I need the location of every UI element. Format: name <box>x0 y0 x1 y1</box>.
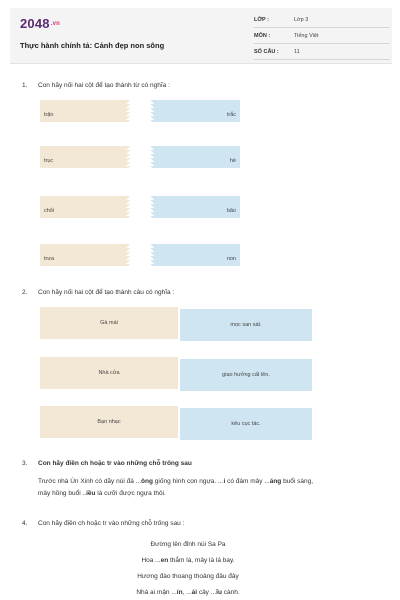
passage-text: giống hình con ngựa. ... <box>152 478 224 485</box>
meta-row-subject <box>254 30 390 44</box>
poem-line-4 <box>38 589 338 596</box>
question-number: 4. <box>22 520 28 527</box>
question-4 <box>22 520 184 527</box>
question-number: 2. <box>22 289 28 296</box>
q1-right-label: bão <box>226 208 236 214</box>
blank-answer[interactable]: ĩu <box>216 589 222 596</box>
q2-right-label: giao hưởng cất lên. <box>222 372 270 378</box>
q2-right-item[interactable] <box>180 408 312 440</box>
q1-left-label: trận <box>44 112 54 118</box>
q1-left-label: trục <box>44 158 54 164</box>
poem-line-3: Hương đào thoang thoảng đâu đây <box>137 573 239 580</box>
q2-left-item[interactable] <box>40 307 178 339</box>
question-number: 3. <box>22 460 28 467</box>
poem-text: cây ... <box>197 589 217 596</box>
passage-text: Trước nhà Ún Xinh có dãy núi đá ... <box>38 478 142 485</box>
meta-key: SỐ CÂU : <box>254 49 279 55</box>
poem-line-1: Đường lên đỉnh núi Sa Pa <box>150 541 226 548</box>
question-number: 1. <box>22 82 28 89</box>
meta-value: 11 <box>294 49 300 55</box>
poem-text: Nhà ai mận ... <box>136 589 177 596</box>
passage-text: buổi sáng, <box>281 478 314 485</box>
q1-right-item[interactable] <box>154 244 240 266</box>
q1-left-item[interactable] <box>40 100 126 122</box>
passage-text: mây hồng buổi .. <box>38 490 87 497</box>
meta-row-class <box>254 14 390 28</box>
blank-answer[interactable]: en <box>160 557 169 564</box>
question-text: Con hãy điền ch hoặc tr vào những chỗ trống sau : <box>38 520 185 527</box>
poem-text: thắm lá, mây là lá bay. <box>168 557 235 564</box>
q1-right-label: trắc <box>226 112 236 118</box>
q1-left-item[interactable] <box>40 196 126 218</box>
q2-right-item[interactable] <box>180 309 312 341</box>
meta-key: MÔN : <box>254 33 271 39</box>
q2-right-label: mọc san sát. <box>230 322 262 328</box>
q1-left-label: chổi <box>44 208 55 214</box>
blank-answer[interactable]: áng <box>269 478 282 485</box>
worksheet-title: Thực hành chính tả: Cảnh đẹp non sông <box>20 41 165 50</box>
q2-left-label: Gà mái <box>100 320 118 326</box>
logo-main: 2048 <box>20 16 50 31</box>
q1-right-label: hè <box>229 158 236 164</box>
q3-passage <box>38 476 378 500</box>
question-text: Con hãy điền ch hoặc tr vào những chỗ trống sau <box>38 460 192 467</box>
q1-right-item[interactable] <box>154 100 240 122</box>
passage-text: là cưỡi được ngựa thôi. <box>95 490 166 497</box>
poem-line-2 <box>38 557 338 564</box>
q1-right-item[interactable] <box>154 146 240 168</box>
meta-key: LỚP : <box>254 17 269 23</box>
poem-text: Hoa ... <box>141 557 161 564</box>
q2-left-label: Nhà cửa <box>98 370 120 376</box>
blank-answer[interactable]: i <box>223 478 226 485</box>
q2-right-item[interactable] <box>180 359 312 391</box>
q1-left-item[interactable] <box>40 146 126 168</box>
meta-row-count <box>254 46 390 60</box>
meta-value: Lớp 3 <box>294 17 309 23</box>
poem-text: cành. <box>221 589 240 596</box>
question-2 <box>22 289 174 296</box>
blank-answer[interactable]: ái <box>191 589 198 596</box>
q2-left-label: Bạn nhạc <box>97 419 121 425</box>
site-logo[interactable] <box>20 16 60 31</box>
q1-right-label: non <box>226 256 236 262</box>
q2-left-item[interactable] <box>40 406 178 438</box>
passage-text: có đám mây ... <box>225 478 270 485</box>
blank-answer[interactable]: iều <box>86 490 96 497</box>
blank-answer[interactable]: ín <box>176 589 183 596</box>
q2-left-item[interactable] <box>40 357 178 389</box>
q2-right-label: kêu cục tác. <box>231 421 261 427</box>
poem-text: , ... <box>182 589 192 596</box>
worksheet-header <box>10 8 392 64</box>
q1-right-item[interactable] <box>154 196 240 218</box>
question-text: Con hãy nối hai cột để tạo thành từ có nghĩa : <box>38 82 170 89</box>
q1-left-label: trưa <box>44 256 55 262</box>
blank-answer[interactable]: ông <box>141 478 153 485</box>
q1-left-item[interactable] <box>40 244 126 266</box>
question-1 <box>22 82 170 89</box>
logo-suffix: .vn <box>50 21 61 27</box>
question-text: Con hãy nối hai cột để tạo thành câu có nghĩa : <box>38 289 175 296</box>
meta-value: Tiếng Việt <box>294 33 319 39</box>
question-3 <box>22 460 192 467</box>
